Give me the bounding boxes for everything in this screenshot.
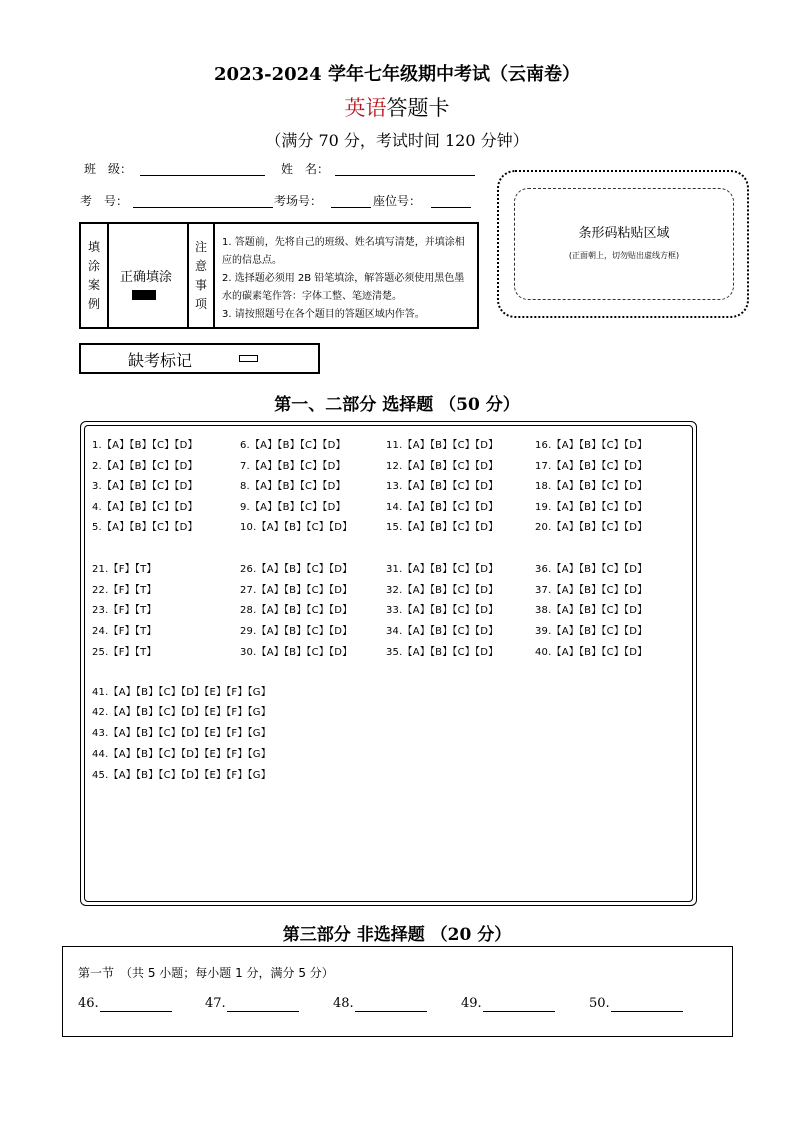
answer-options[interactable]: 【A】【B】【C】【D】 [101, 522, 198, 533]
choice-question-q16[interactable] [535, 436, 647, 451]
question-number: 32. [386, 585, 403, 596]
divider [107, 224, 109, 327]
question-number: 1. [92, 440, 102, 451]
fill-item-46: 46. [78, 996, 99, 1011]
subject-name: 英语 [344, 96, 387, 120]
choice-question-q20[interactable] [535, 518, 647, 533]
section-choice-title: 第一、二部分 选择题 （50 分） [274, 395, 520, 415]
choice-question-q5[interactable] [92, 518, 198, 533]
name-label: 姓 名： [281, 162, 330, 176]
question-number: 7. [240, 461, 250, 472]
seat-field[interactable] [431, 207, 471, 208]
choice-question-q12[interactable] [386, 457, 498, 472]
answer-options[interactable]: 【A】【B】【C】【D】 [256, 564, 353, 575]
exam-time-info: （满分 70 分，考试时间 120 分钟） [265, 131, 529, 150]
choice-question-q4[interactable] [92, 498, 198, 513]
answer-line-50[interactable] [611, 1011, 683, 1012]
choice-question-q39[interactable] [535, 622, 647, 637]
answer-options[interactable]: 【A】【B】【C】【D】 [402, 522, 499, 533]
answer-options[interactable]: 【A】【B】【C】【D】 [402, 440, 499, 451]
choice-question-q43[interactable] [92, 724, 271, 739]
class-label: 班 级： [84, 162, 133, 176]
question-number: 8. [240, 481, 250, 492]
choice-question-q2[interactable] [92, 457, 198, 472]
fill-example-label: 填 涂 案 例 [87, 240, 100, 311]
fill-item-49: 49. [461, 996, 482, 1011]
choice-question-q41[interactable] [92, 683, 271, 698]
question-number: 10. [240, 522, 257, 533]
divider [187, 224, 189, 327]
answer-options[interactable]: 【A】【B】【C】【D】 [256, 522, 353, 533]
question-number: 30. [240, 647, 257, 658]
question-number: 2. [92, 461, 102, 472]
question-number: 36. [535, 564, 552, 575]
question-number: 5. [92, 522, 102, 533]
answer-options[interactable]: 【A】【B】【C】【D】【E】【F】【G】 [108, 770, 271, 781]
choice-question-q31[interactable] [386, 560, 498, 575]
choice-question-q19[interactable] [535, 498, 647, 513]
answer-options[interactable]: 【A】【B】【C】【D】 [101, 502, 198, 513]
class-field[interactable] [140, 175, 265, 176]
choice-question-q33[interactable] [386, 601, 498, 616]
answer-options[interactable]: 【A】【B】【C】【D】 [249, 440, 346, 451]
notice-list [222, 234, 474, 324]
choice-question-q3[interactable] [92, 477, 198, 492]
answer-options[interactable]: 【F】【T】 [108, 647, 157, 658]
choice-question-q26[interactable] [240, 560, 352, 575]
choice-question-q14[interactable] [386, 498, 498, 513]
answer-options[interactable]: 【A】【B】【C】【D】 [551, 522, 648, 533]
choice-question-q15[interactable] [386, 518, 498, 533]
choice-question-q45[interactable] [92, 766, 271, 781]
answer-options[interactable]: 【A】【B】【C】【D】【E】【F】【G】 [108, 728, 271, 739]
question-number: 28. [240, 605, 257, 616]
question-number: 42. [92, 707, 109, 718]
choice-question-q34[interactable] [386, 622, 498, 637]
question-number: 19. [535, 502, 552, 513]
answer-line-46[interactable] [100, 1011, 172, 1012]
question-number: 40. [535, 647, 552, 658]
answer-options[interactable]: 【A】【B】【C】【D】 [256, 605, 353, 616]
answer-line-49[interactable] [483, 1011, 555, 1012]
fill-answer-area [62, 946, 733, 1037]
barcode-area[interactable] [514, 188, 734, 300]
card-subtitle [0, 92, 794, 122]
question-number: 38. [535, 605, 552, 616]
answer-options[interactable]: 【A】【B】【C】【D】 [551, 440, 648, 451]
answer-options[interactable]: 【A】【B】【C】【D】 [551, 626, 648, 637]
answer-options[interactable]: 【F】【T】 [108, 585, 157, 596]
question-number: 15. [386, 522, 403, 533]
choice-question-q11[interactable] [386, 436, 498, 451]
answer-options[interactable]: 【A】【B】【C】【D】 [402, 585, 499, 596]
choice-answer-area-inner [84, 425, 693, 902]
absent-checkbox[interactable] [239, 355, 258, 362]
question-number: 25. [92, 647, 109, 658]
question-number: 27. [240, 585, 257, 596]
answer-options[interactable]: 【A】【B】【C】【D】 [551, 647, 648, 658]
answer-options[interactable]: 【A】【B】【C】【D】 [101, 481, 198, 492]
question-number: 13. [386, 481, 403, 492]
answer-line-48[interactable] [355, 1011, 427, 1012]
notice-item: 1. 答题前，先将自己的班级、姓名填写清楚，并填涂相应的信息点。 [222, 237, 465, 266]
barcode-note: (正面朝上，切勿贴出虚线方框) [568, 251, 680, 260]
choice-question-q42[interactable] [92, 703, 271, 718]
notice-item: 2. 选择题必须用 2B 铅笔填涂，解答题必须使用黑色墨水的碳素笔作答：字体工整、笔迹清楚。 [222, 273, 465, 302]
answer-options[interactable]: 【A】【B】【C】【D】 [256, 585, 353, 596]
answer-options[interactable]: 【A】【B】【C】【D】 [551, 564, 648, 575]
answer-options[interactable]: 【A】【B】【C】【D】 [249, 502, 346, 513]
answer-options[interactable]: 【A】【B】【C】【D】 [402, 564, 499, 575]
answer-options[interactable]: 【A】【B】【C】【D】 [551, 585, 648, 596]
choice-question-q27[interactable] [240, 581, 352, 596]
choice-question-q35[interactable] [386, 643, 498, 658]
choice-question-q8[interactable] [240, 477, 346, 492]
choice-question-q10[interactable] [240, 518, 352, 533]
question-number: 34. [386, 626, 403, 637]
choice-question-q18[interactable] [535, 477, 647, 492]
absent-label: 缺考标记 [128, 351, 193, 370]
choice-question-q7[interactable] [240, 457, 346, 472]
answer-options[interactable]: 【A】【B】【C】【D】 [101, 461, 198, 472]
question-number: 29. [240, 626, 257, 637]
answer-options[interactable]: 【A】【B】【C】【D】 [551, 481, 648, 492]
answer-options[interactable]: 【A】【B】【C】【D】【E】【F】【G】 [108, 749, 271, 760]
choice-question-q17[interactable] [535, 457, 647, 472]
divider [213, 224, 215, 327]
question-number: 37. [535, 585, 552, 596]
question-number: 16. [535, 440, 552, 451]
choice-question-q25[interactable] [92, 643, 157, 658]
card-type: 答题卡 [386, 96, 450, 120]
question-number: 44. [92, 749, 109, 760]
question-number: 35. [386, 647, 403, 658]
fill-item-50: 50. [589, 996, 610, 1011]
question-number: 12. [386, 461, 403, 472]
answer-options[interactable]: 【A】【B】【C】【D】 [551, 502, 648, 513]
question-number: 26. [240, 564, 257, 575]
question-number: 31. [386, 564, 403, 575]
question-number: 23. [92, 605, 109, 616]
name-field[interactable] [335, 175, 475, 176]
choice-question-q38[interactable] [535, 601, 647, 616]
answer-line-47[interactable] [227, 1011, 299, 1012]
answer-options[interactable]: 【F】【T】 [108, 564, 157, 575]
barcode-title: 条形码粘贴区域 [578, 226, 670, 241]
answer-options[interactable]: 【A】【B】【C】【D】 [402, 461, 499, 472]
choice-question-q29[interactable] [240, 622, 352, 637]
answer-options[interactable]: 【A】【B】【C】【D】 [402, 481, 499, 492]
question-number: 17. [535, 461, 552, 472]
choice-question-q28[interactable] [240, 601, 352, 616]
absent-mark-box [79, 343, 320, 374]
question-number: 33. [386, 605, 403, 616]
answer-options[interactable]: 【A】【B】【C】【D】 [256, 626, 353, 637]
question-number: 39. [535, 626, 552, 637]
section-fill-title: 第三部分 非选择题 （20 分） [282, 925, 512, 945]
choice-question-q30[interactable] [240, 643, 352, 658]
choice-question-q44[interactable] [92, 745, 271, 760]
seat-label: 座位号： [373, 194, 422, 208]
notice-item: 3. 请按照题号在各个题目的答题区域内作答。 [222, 309, 425, 320]
answer-options[interactable]: 【A】【B】【C】【D】【E】【F】【G】 [108, 687, 271, 698]
question-number: 20. [535, 522, 552, 533]
choice-question-q24[interactable] [92, 622, 157, 637]
answer-options[interactable]: 【F】【T】 [108, 626, 157, 637]
question-number: 41. [92, 687, 109, 698]
exam-number-label: 考 号： [80, 194, 129, 208]
fill-item-47: 47. [205, 996, 226, 1011]
notice-label: 注 意 事 项 [194, 240, 207, 311]
choice-question-q6[interactable] [240, 436, 346, 451]
answer-options[interactable]: 【F】【T】 [108, 605, 157, 616]
answer-options[interactable]: 【A】【B】【C】【D】【E】【F】【G】 [108, 707, 271, 718]
exam-room-field[interactable] [331, 207, 371, 208]
choice-question-q32[interactable] [386, 581, 498, 596]
answer-options[interactable]: 【A】【B】【C】【D】 [256, 647, 353, 658]
answer-options[interactable]: 【A】【B】【C】【D】 [551, 461, 648, 472]
answer-options[interactable]: 【A】【B】【C】【D】 [402, 626, 499, 637]
choice-question-q23[interactable] [92, 601, 157, 616]
choice-question-q37[interactable] [535, 581, 647, 596]
exam-number-field[interactable] [133, 207, 273, 208]
question-number: 14. [386, 502, 403, 513]
filled-mark-example [132, 290, 156, 300]
answer-options[interactable]: 【A】【B】【C】【D】 [402, 502, 499, 513]
choice-question-q22[interactable] [92, 581, 157, 596]
choice-question-q1[interactable] [92, 436, 198, 451]
choice-question-q36[interactable] [535, 560, 647, 575]
question-number: 45. [92, 770, 109, 781]
question-number: 21. [92, 564, 109, 575]
question-number: 43. [92, 728, 109, 739]
choice-question-q40[interactable] [535, 643, 647, 658]
answer-options[interactable]: 【A】【B】【C】【D】 [101, 440, 198, 451]
question-number: 4. [92, 502, 102, 513]
answer-options[interactable]: 【A】【B】【C】【D】 [249, 481, 346, 492]
answer-options[interactable]: 【A】【B】【C】【D】 [402, 605, 499, 616]
page-title: 2023-2024 学年七年级期中考试（云南卷） [214, 64, 580, 85]
question-number: 9. [240, 502, 250, 513]
fill-section-heading: 第一节 （共 5 小题；每小题 1 分，满分 5 分） [78, 966, 334, 980]
question-number: 3. [92, 481, 102, 492]
question-number: 18. [535, 481, 552, 492]
choice-question-q13[interactable] [386, 477, 498, 492]
question-number: 22. [92, 585, 109, 596]
answer-options[interactable]: 【A】【B】【C】【D】 [249, 461, 346, 472]
question-number: 24. [92, 626, 109, 637]
correct-fill-label: 正确填涂 [120, 270, 173, 285]
question-number: 6. [240, 440, 250, 451]
fill-item-48: 48. [333, 996, 354, 1011]
answer-options[interactable]: 【A】【B】【C】【D】 [402, 647, 499, 658]
choice-question-q9[interactable] [240, 498, 346, 513]
choice-question-q21[interactable] [92, 560, 157, 575]
question-number: 11. [386, 440, 403, 451]
answer-options[interactable]: 【A】【B】【C】【D】 [551, 605, 648, 616]
exam-room-label: 考场号： [274, 194, 323, 208]
